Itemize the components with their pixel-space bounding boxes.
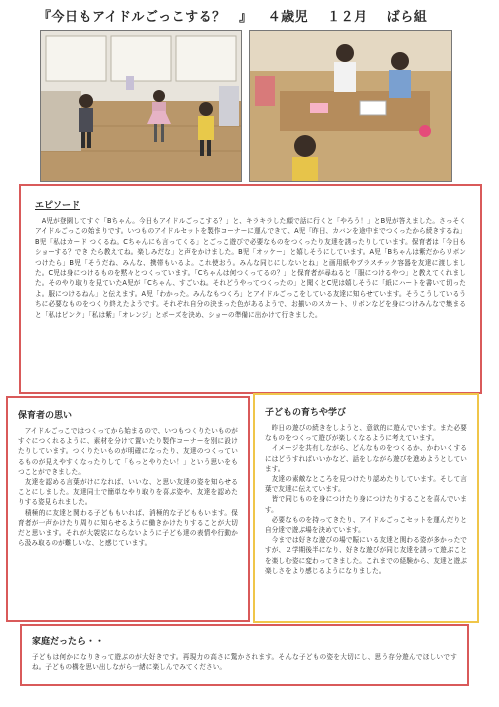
- at-home-section: [20, 624, 469, 686]
- episode-heading: エピソード: [35, 201, 81, 211]
- episode-section: [19, 184, 482, 394]
- classroom-photo-left: [40, 30, 242, 182]
- photo-children-dancing: [41, 31, 241, 181]
- month-label: １２月: [327, 10, 368, 25]
- grade-label: ４歳児: [267, 10, 309, 25]
- page-title: [38, 6, 478, 25]
- teacher-thoughts-heading: 保育者の思い: [18, 411, 73, 421]
- classroom-photo-right: [249, 30, 452, 182]
- title-text: 『今日もアイドルごっこする？ 』: [38, 10, 253, 25]
- episode-body: A児が登園してすぐ「Bちゃん。今日もアイドルごっこする？」と、キラキラした顔で話に行くと「やろう！」とB児が答えました。さっそくアイドルごっこの始まりです。いつものアイドルセットを製作コーナーに運んできて、A児「昨日、カバンを途中までつくったから続きするね」B児「私はカード つくるね。Cちゃんにも言ってくる」とごっこ遊びで必要なものをつくったり友達を誘ったりしています。保育者は「今日もショーする？でき たら教えてね。楽しみだな」と声をかけました。B児「オッケー」と嬉しそうにしています。A児「Bちゃんは紫だからリボンつけたら」B児「そうだね、みんな、携帯もいるよ。これ使おう。みんな同じにしないとね」と画用紙やプラスチック容器を友達に渡しました。C児は身につけるものを黙々とつくっています。「Cちゃんは何つくってるの？」と保育者が尋ねると「服につけるやつ」と教えてくれました。そのやり取りを見ていたA児が「Cちゃん、すごいね。それどうやってつくったの」と聞くとC児は嬉しそうに「紙にハートを書いて切ったよ。服につけるねん」と伝えます。A児「わかった。みんなもつくろ」とアイドルごっこをしている友達に知らせています。そうこうしているうちに必要なものをつくり終えたようです。それぞれ自分の決まった色があるようで、お揃いのスカート、リボンなどを身につけみんなで集まると「私はピンク」「私は紫」「オレンジ」とポーズを決め、ショーの準備に出かけて行きました。: [35, 217, 466, 319]
- teacher-thoughts-section: [6, 396, 250, 622]
- growth-learning-body: 昨日の遊びの続きをしようと、意欲的に遊んでいます。また必要なものをつくって遊びが楽しくなるように考えています。 イメージを共有しながら、どんなものをつくるか、かわいくするにはどうすればいいかなど、話をしながら遊びを進めようとしています。 友達の素敵なところを見つけたり認めたりしています。そして言葉で友達に伝えています。 皆で同じものを身につけたり身につけたりすることを喜んでいます。 必要なものを持ってきたり、アイドルごっこセットを運んだりと自分達で遊ぶ場を決めています。 今までは好きな遊びの場で賑にいる友達と関わる姿が多かったですが、２学期後半になり、好きな遊びが同じ友達を誘って遊ぶことを楽しむ姿に変わってきました。これまでの経験から、友達と遊ぶ楽しさをより感じるようになりました。: [265, 424, 467, 575]
- growth-learning-section: [253, 393, 479, 623]
- photo-children-making-costumes: [250, 31, 451, 181]
- class-name: ばら組: [386, 10, 428, 25]
- at-home-body: 子どもは何かになりきって遊ぶのが大好きです。再現力の高さに驚かされます。そんな子どもの姿を大切にし、思う存分遊んでほしいですね。子どもの構を思い出しながら一緒に楽しんでみてください。: [32, 653, 457, 671]
- growth-learning-heading: 子どもの育ちや学び: [265, 408, 347, 418]
- teacher-thoughts-body: アイドルごっこではつくってから始まるので、いつもつくりたいものがすぐにつくれるように、素材を分けて置いたり製作コーナーを別に設けたりしています。つくりたいものが明確になったり、友達のつくっているものが見えやすくなったりして「もっとやりたい！」という思いをもつことができました。 友達を認める言葉がけになれば、いいな、と思い友達の姿を知らせることにしました。友達同士で簡単なやり取りを喜ぶ姿や、友達を認めたりする姿見られました。 積極的に友達と関わる子どももいれば、消極的な子どももいます。保育者が一声かけたり周りに知らせるように働きかけたりすることが大切だと思います。それが大袈裟にならないように子ども達の表情や行動から汲み取るのが難しいな、と感じています。: [18, 427, 238, 548]
- at-home-heading: 家庭だったら・・: [32, 637, 105, 647]
